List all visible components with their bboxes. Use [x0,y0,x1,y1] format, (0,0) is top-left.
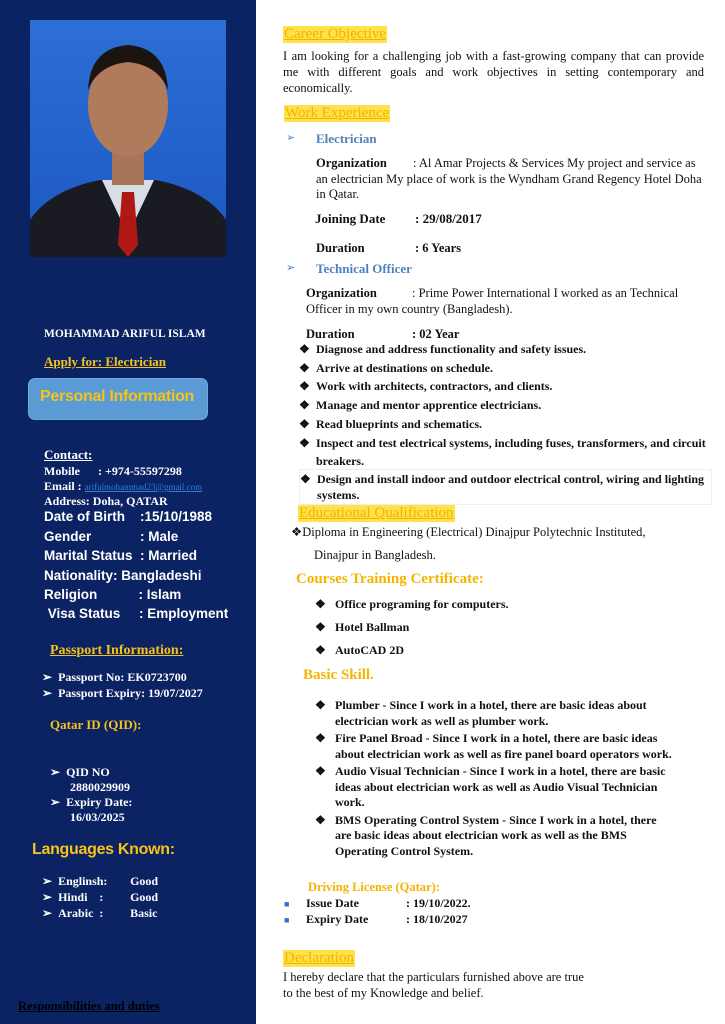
religion: Religion : Islam [44,587,182,602]
education-line2: Dinajpur in Bangladesh. [314,548,436,562]
career-objective-title: Career Objective [284,26,387,42]
diamond-bullet-icon: ❖ [315,597,326,611]
apply-for: Apply for: Electrician [44,354,167,369]
arrow-bullet-icon: ➢ [50,765,67,779]
arrow-bullet-icon: ➢ [42,686,59,700]
diamond-bullet-icon: ❖ [291,525,303,539]
arrow-bullet-icon: ➢ [286,132,296,144]
sidebar [0,0,256,1024]
passport-title: Passport Information: [50,643,184,658]
arrow-bullet-icon: ➢ [42,670,59,684]
email-link[interactable]: arifulmohammad23@gmail.com [84,482,203,492]
diamond-bullet-icon: ❖ [315,698,326,712]
job2-organization: Organization : Prime Power International I worked as an Technical Officer in my own country (Bangladesh). [306,286,679,316]
license-expiry: ■ Expiry Date : 18/10/2027 [284,912,468,926]
education-title: Educational Qualification [299,505,454,521]
declaration-title: Declaration [284,950,354,966]
job2-duration: Duration : 02 Year [306,327,460,341]
qid-title: Qatar ID (QID): [50,717,142,732]
duty-item: ❖ Manage and mentor apprentice electricians. [299,398,542,412]
diamond-bullet-icon: ❖ [299,379,310,393]
job1-duration: Duration : 6 Years [316,241,462,255]
job-title-electrician: Electrician [316,131,377,146]
career-objective-text: I am looking for a challenging job with a fast-growing company that can provide me with different goals and work objectives in setting contemporary and economically. [283,49,704,95]
courses-title: Courses Training Certificate: [296,571,484,587]
diamond-bullet-icon: ❖ [315,643,326,657]
diamond-bullet-icon: ❖ [299,436,310,450]
diamond-bullet-icon: ❖ [315,764,326,778]
candidate-name: MOHAMMAD ARIFUL ISLAM [44,328,206,340]
diamond-bullet-icon: ❖ [299,342,310,356]
duty-item: ❖ Arrive at destinations on schedule. [299,361,493,375]
education-line1: ❖Diploma in Engineering (Electrical) Dinajpur Polytechnic Instituted, [291,525,646,539]
languages-title: Languages Known: [32,841,175,858]
contact-title: Contact: [44,447,93,462]
square-bullet-icon: ■ [284,915,290,925]
address: Address: Doha, QATAR [44,494,168,508]
course-item: ❖ Office programing for computers. [315,597,509,611]
license-title: Driving License (Qatar): [308,880,440,894]
arrow-bullet-icon: ➢ [42,874,59,888]
language-item: ➢ Englinsh: Good [42,874,159,888]
duty-item: ❖ Diagnose and address functionality and safety issues. [299,342,587,356]
diamond-bullet-icon: ❖ [300,472,311,486]
work-experience-title: Work Experience [285,105,390,121]
visa-status: Visa Status : Employment [44,606,229,621]
language-item: ➢ Arabic : Basic [42,906,158,920]
skills-list [315,698,675,859]
language-item: ➢ Hindi : Good [42,890,159,904]
gender: Gender : Male [44,529,179,544]
diamond-bullet-icon: ❖ [315,812,326,827]
duty-item: ❖ Inspect and test electrical systems, including fuses, transformers, and circuit breakers. [299,436,706,468]
diamond-bullet-icon: ❖ [315,731,326,745]
personal-info-title: Personal Information [40,388,195,405]
duties-list [299,342,709,505]
personal-info-box [28,378,208,420]
arrow-bullet-icon: ➢ [50,795,67,809]
duty-item: ❖ Read blueprints and schematics. [299,417,483,431]
duty-item: ❖ Design and install indoor and outdoor electrical control, wiring and lighting systems. [299,469,712,505]
profile-photo [30,20,226,257]
course-item: ❖ AutoCAD 2D [315,643,404,657]
skill-item: ❖ Audio Visual Technician - Since I work in a hotel, there are basic ideas about electrician work as well as Audio Visual Technician work. [315,764,666,809]
qid-number: 2880029909 [70,780,130,794]
arrow-bullet-icon: ➢ [42,906,59,920]
declaration-text: I hereby declare that the particulars furnished above are true to the best of my Knowledge and belief. [283,970,584,1000]
dob: Date of Birth :15/10/1988 [44,509,213,524]
diamond-bullet-icon: ❖ [299,361,310,375]
skills-title: Basic Skill. [303,667,374,683]
skill-item: ❖ BMS Operating Control System - Since I work in a hotel, there are basic ideas about electrician work as well as the BMS Operating Control System. [315,812,657,858]
diamond-bullet-icon: ❖ [299,417,310,431]
nationality: Nationality: Bangladeshi [44,568,202,583]
license-issue: ■ Issue Date : 19/10/2022. [284,896,471,910]
passport-no: ➢ Passport No: EK0723700 [42,670,187,684]
responsibilities-title: Responsibilities and duties [18,999,160,1013]
course-item: ❖ Hotel Ballman [315,620,410,634]
qid-expiry-date: 16/03/2025 [70,810,125,824]
job1-joining: Joining Date : 29/08/2017 [315,211,482,226]
job1-organization: Organization : Al Amar Projects & Services My project and service as an electrician My place of work is the Wyndham Grand Regency Hotel Doha in Qatar. [316,156,702,201]
email-row [44,479,202,494]
skill-item: ❖ Fire Panel Broad - Since I work in a hotel, there are basic ideas about electrician work as well as fire panel board operators work. [315,731,672,761]
arrow-bullet-icon: ➢ [286,262,296,274]
skill-item: ❖ Plumber - Since I work in a hotel, there are basic ideas about electrician work as well as plumber work. [315,698,647,728]
mobile: Mobile : +974-55597298 [44,464,182,478]
marital-status: Marital Status : Married [44,548,198,563]
diamond-bullet-icon: ❖ [315,620,326,634]
diamond-bullet-icon: ❖ [299,398,310,412]
square-bullet-icon: ■ [284,899,290,909]
arrow-bullet-icon: ➢ [42,890,59,904]
passport-expiry: ➢ Passport Expiry: 19/07/2027 [42,686,203,700]
qid-no: ➢ QID NO [50,765,110,779]
qid-expiry: ➢ Expiry Date: [50,795,133,809]
duty-item: ❖ Work with architects, contractors, and clients. [299,379,553,393]
email-label: Email : [44,479,82,493]
job-title-technical-officer: Technical Officer [316,261,412,276]
